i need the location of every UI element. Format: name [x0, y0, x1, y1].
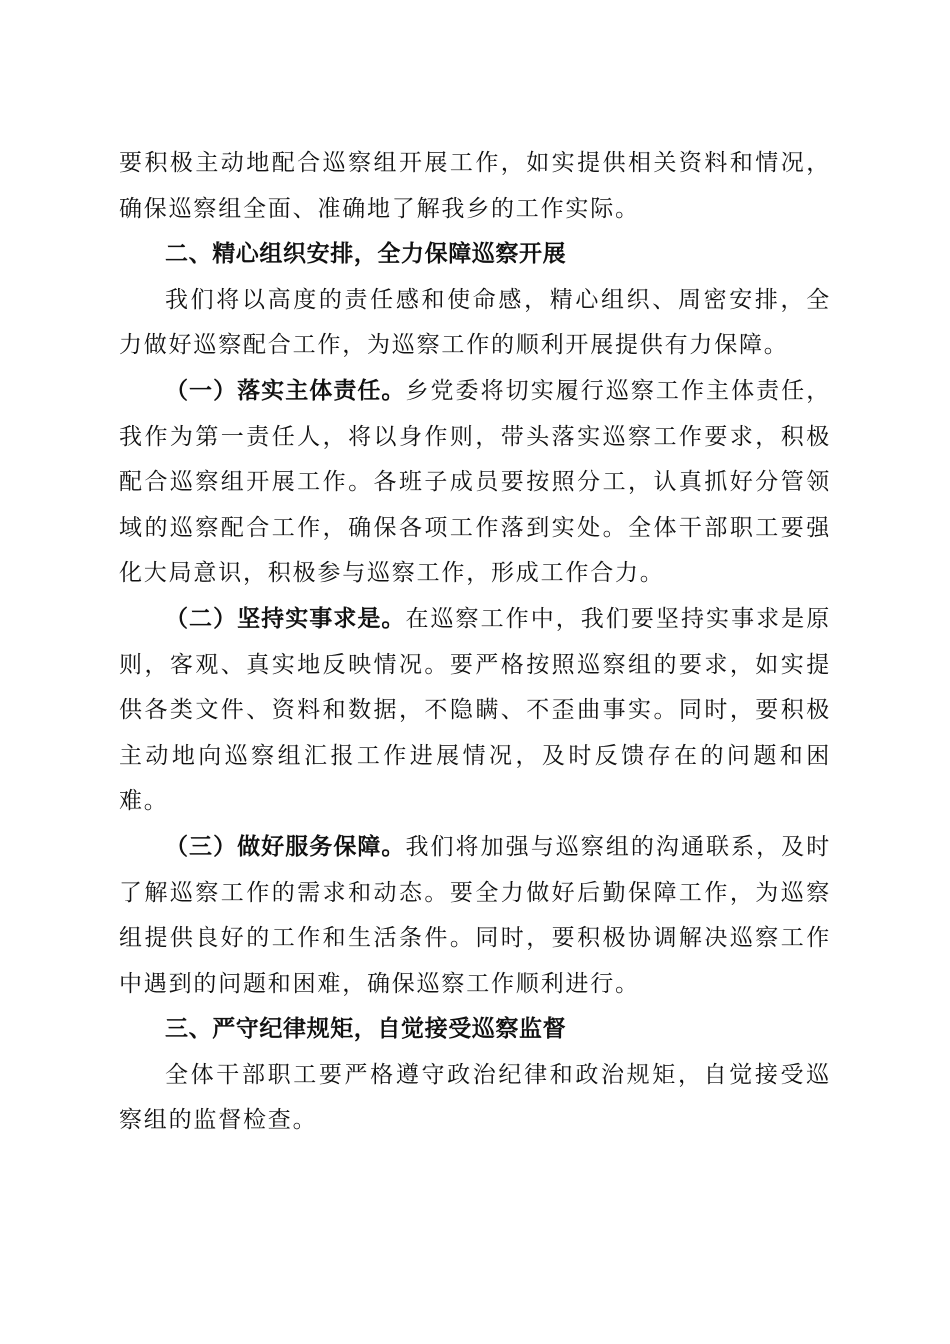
subsection-2-title: （二）坚持实事求是。 [165, 605, 406, 632]
subsection-2 [119, 597, 831, 825]
subsection-2-text: 在巡察工作中，我们要坚持实事求是原则，客观、真实地反映情况。要严格按照巡察组的要求，如实提供各类文件、资料和数据，不隐瞒、不歪曲事实。同时，要积极主动地向巡察组汇报工作进展情况，及时反馈存在的问题和困难。 [119, 605, 832, 815]
subsection-1-text: 乡党委将切实履行巡察工作主体责任，我作为第一责任人，将以身作则，带头落实巡察工作要求，积极配合巡察组开展工作。各班子成员要按照分工，认真抓好分管领域的巡察配合工作，确保各项工作落到实处。全体干部职工要强化大局意识，积极参与巡察工作，形成工作合力。 [119, 377, 832, 587]
subsection-3 [119, 825, 831, 1007]
section-heading-3: 三、严守纪律规矩，自觉接受巡察监督 [165, 1016, 567, 1043]
subsection-1 [119, 369, 831, 597]
subsection-1-title: （一）落实主体责任。 [165, 377, 406, 404]
paragraph-section-3-intro: 全体干部职工要严格遵守政治纪律和政治规矩，自觉接受巡察组的监督检查。 [119, 1061, 831, 1134]
subsection-3-title: （三）做好服务保障。 [165, 833, 406, 860]
paragraph-continuation: 要积极主动地配合巡察组开展工作，如实提供相关资料和情况，确保巡察组全面、准确地了解我乡的工作实际。 [119, 150, 831, 222]
subsection-3-text: 我们将加强与巡察组的沟通联系，及时了解巡察工作的需求和动态。要全力做好后勤保障工作，为巡察组提供良好的工作和生活条件。同时，要积极协调解决巡察工作中遇到的问题和困难，确保巡察工作顺利进行。 [119, 833, 832, 997]
document-body [119, 141, 831, 1144]
section-heading-2: 二、精心组织安排，全力保障巡察开展 [165, 241, 567, 268]
paragraph-section-2-intro: 我们将以高度的责任感和使命感，精心组织、周密安排，全力做好巡察配合工作，为巡察工作的顺利开展提供有力保障。 [119, 286, 831, 359]
